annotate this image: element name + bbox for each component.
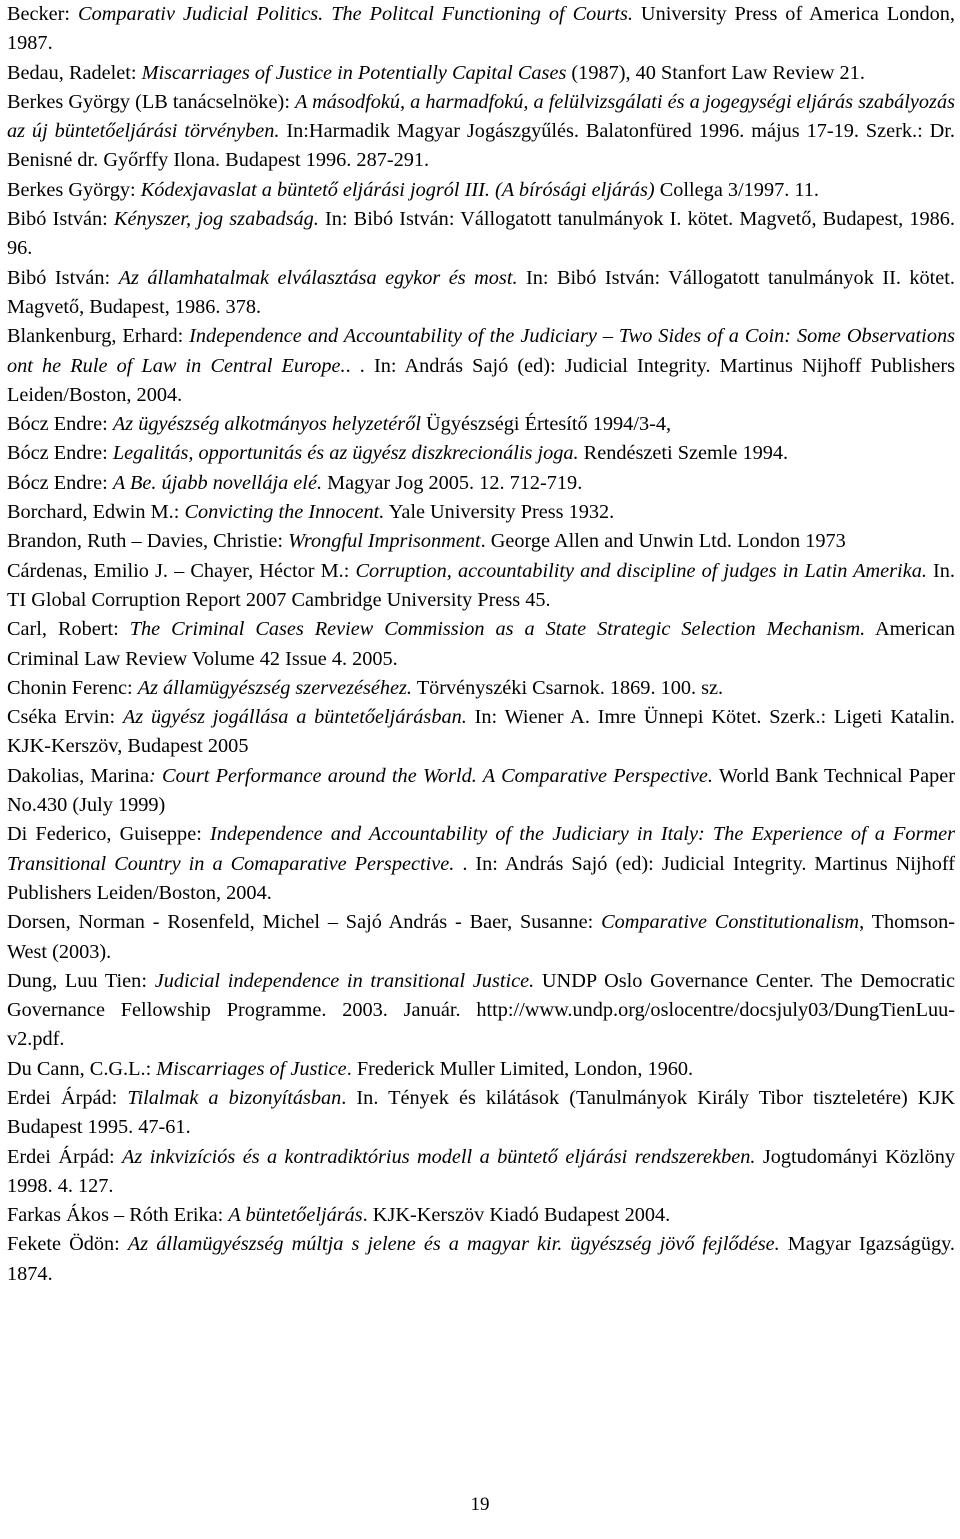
reference-title: (A bírósági eljárás) — [495, 178, 655, 201]
reference-text: Du Cann, C.G.L.: — [7, 1057, 157, 1080]
reference-text: Brandon, Ruth – Davies, Christie: — [7, 530, 289, 553]
reference-entry — [7, 1201, 955, 1230]
reference-text: Di Federico, Guiseppe: — [7, 823, 210, 846]
reference-text: Collega 3/1997. 11. — [654, 178, 819, 201]
reference-text: Berkes György: — [7, 178, 141, 201]
reference-text: Bibó István: — [7, 208, 114, 231]
reference-text: Törvényszéki Csarnok. 1869. 100. sz. — [412, 676, 724, 699]
reference-entry — [7, 410, 955, 439]
reference-title: Az ügyész jogállása a büntetőeljárásban. — [122, 706, 467, 729]
reference-entry — [7, 264, 955, 323]
reference-text: Magyar Jog 2005. 12. 712-719. — [322, 471, 583, 494]
reference-title: Corruption, accountability and discipline of judges in Latin Amerika. — [355, 559, 927, 582]
reference-entry — [7, 1055, 955, 1084]
reference-text: Borchard, Edwin M.: — [7, 501, 185, 524]
reference-text: American Criminal Law Review Volume 42 Issue 4. 2005. — [7, 618, 955, 670]
reference-text: Farkas Ákos – Róth Erika: — [7, 1204, 229, 1227]
page-number: 19 — [470, 1494, 490, 1515]
reference-entry — [7, 908, 955, 967]
reference-text: Carl, Robert: — [7, 618, 130, 641]
reference-entry — [7, 820, 955, 908]
reference-title: A Be. újabb novellája elé. — [112, 471, 323, 494]
reference-list — [7, 0, 955, 1289]
reference-text: UNDP Oslo Governance Center. The Democratic Governance Fellowship Programme. 2003. Január. http://www.undp.org/oslocentre/docsjuly03/DungTienLuu-v2.pdf. — [7, 969, 955, 1051]
reference-entry — [7, 615, 955, 674]
reference-entry — [7, 88, 955, 176]
reference-text: . In: András Sajó (ed): Judicial Integrity. Martinus Nijhoff Publishers Leiden/Boston, 2004. — [7, 852, 955, 904]
reference-text: In: Wiener A. Imre Ünnepi Kötet. Szerk.: Ligeti Katalin. KJK-Kerszöv, Budapest 2005 — [7, 706, 955, 758]
reference-title: Tilalmak a bizonyításban — [127, 1086, 342, 1109]
reference-title: Az államhatalmak elválasztása egykor és most. — [118, 266, 518, 289]
reference-title: A másodfokú, a harmadfokú, a felülvizsgálati és a jogegységi eljárás szabályozás az új büntetőeljárási törvényben. — [7, 90, 955, 143]
reference-entry — [7, 703, 955, 762]
reference-title: : Court Performance around the World. A Comparative Perspective. — [149, 764, 713, 787]
reference-text: Dorsen, Norman - Rosenfeld, Michel – Sajó András - Baer, Susanne: — [7, 911, 602, 934]
reference-title: Kódexjavaslat a büntető eljárási jogról III. — [140, 178, 490, 201]
reference-title: Miscarriages of Justice in Potentially Capital Cases — [141, 61, 567, 84]
reference-text: Jogtudományi Közlöny 1998. 4. 127. — [7, 1145, 955, 1197]
reference-text: University Press of America London, 1987. — [7, 3, 955, 55]
reference-text: Erdei Árpád: — [7, 1145, 123, 1168]
reference-entry — [7, 967, 955, 1055]
reference-text: Becker: — [7, 3, 79, 25]
reference-entry — [7, 762, 955, 821]
reference-title: Convicting the Innocent. — [184, 501, 385, 524]
reference-entry — [7, 205, 955, 264]
reference-title: Independence and Accountability of the Judiciary – Two Sides of a Coin: Some Observations ont he Rule of Law in Central Europe. — [7, 325, 955, 377]
reference-text: Magyar Igazságügy. 1874. — [7, 1233, 955, 1285]
reference-entry — [7, 59, 955, 88]
reference-title: Kényszer, jog szabadság. — [113, 208, 319, 231]
reference-title: Wrongful Imprisonment — [288, 530, 481, 553]
reference-entry — [7, 1143, 955, 1202]
reference-text: . . In: András Sajó (ed): Judicial Integrity. Martinus Nijhoff Publishers Leiden/Boston, 2004. — [7, 354, 955, 406]
reference-text: Dakolias, Marina — [7, 764, 150, 787]
reference-text: . Frederick Muller Limited, London, 1960. — [346, 1057, 694, 1080]
reference-title: Miscarriages of Justice — [156, 1057, 347, 1080]
reference-text: Berkes György (LB tanácselnöke): — [7, 90, 296, 113]
reference-title: Az ügyészség alkotmányos helyzetéről — [112, 413, 421, 436]
reference-title: Comparative Constitutionalism — [601, 911, 860, 934]
reference-entry — [7, 469, 955, 498]
reference-text: Cséka Ervin: — [7, 706, 123, 729]
reference-title: Judicial independence in transitional Justice. — [154, 969, 535, 992]
reference-text: In: Bibó István: Vállogatott tanulmányok II. kötet. Magvető, Budapest, 1986. 378. — [7, 266, 955, 318]
reference-text: Erdei Árpád: — [7, 1086, 128, 1109]
reference-entry — [7, 176, 955, 205]
reference-entry — [7, 322, 955, 410]
reference-entry — [7, 0, 955, 59]
reference-text: Ügyészségi Értesítő 1994/3-4, — [420, 413, 672, 436]
reference-entry — [7, 527, 955, 556]
reference-text: Bócz Endre: — [7, 442, 113, 465]
reference-title: Az inkvizíciós és a kontradiktórius modell a büntető eljárási rendszerekben. — [122, 1145, 756, 1168]
reference-entry — [7, 439, 955, 468]
reference-text: In: Bibó István: Vállogatott tanulmányok I. kötet. Magvető, Budapest, 1986. 96. — [7, 208, 955, 260]
reference-text: Bedau, Radelet: — [7, 61, 142, 84]
reference-text: , Thomson-West (2003). — [7, 911, 955, 963]
reference-entry — [7, 674, 955, 703]
reference-text: Bibó István: — [7, 266, 119, 289]
reference-text: . KJK-Kerszöv Kiadó Budapest 2004. — [362, 1204, 671, 1227]
reference-text: . George Allen and Unwin Ltd. London 1973 — [480, 530, 846, 553]
reference-text: Dung, Luu Tien: — [7, 969, 155, 992]
reference-entry — [7, 557, 955, 616]
reference-text: Yale University Press 1932. — [384, 501, 615, 524]
reference-entry — [7, 498, 955, 527]
reference-title: The Criminal Cases Review Commission as a State Strategic Selection Mechanism. — [129, 618, 866, 641]
reference-title: Independence and Accountability of the Judiciary in Italy: The Experience of a Former Transitional Country in a Comaparative Perspective. — [7, 823, 955, 875]
reference-entry — [7, 1230, 955, 1289]
reference-title: A büntetőeljárás — [228, 1204, 363, 1227]
reference-title: Legalitás, opportunitás és az ügyész diszkrecionális joga. — [112, 442, 579, 465]
reference-text: In. TI Global Corruption Report 2007 Cambridge University Press 45. — [7, 559, 955, 611]
reference-title: Comparativ Judicial Politics. The Politcal Functioning of Courts. — [78, 3, 633, 25]
reference-text: (1987), 40 Stanfort Law Review 21. — [566, 61, 865, 84]
reference-text: Rendészeti Szemle 1994. — [578, 442, 789, 465]
reference-text: Fekete Ödön: — [7, 1233, 128, 1256]
reference-title: Az államügyészség szervezéséhez. — [137, 676, 412, 699]
reference-text: In:Harmadik Magyar Jogászgyűlés. Balatonfüred 1996. május 17-19. Szerk.: Dr. Benisné dr. Győrffy Ilona. Budapest 1996. 287-291. — [7, 120, 955, 172]
reference-text: World Bank Technical Paper No.430 (July 1999) — [7, 764, 955, 817]
reference-text: Cárdenas, Emilio J. – Chayer, Héctor M.: — [7, 559, 356, 582]
reference-text: Bócz Endre: — [7, 471, 113, 494]
reference-title: Az államügyészség múltja s jelene és a magyar kir. ügyészség jövő fejlődése. — [127, 1233, 780, 1256]
reference-text: . In. Tények és kilátások (Tanulmányok Király Tibor tiszteletére) KJK Budapest 1995. 47-61. — [7, 1086, 955, 1139]
reference-text: Blankenburg, Erhard: — [7, 325, 190, 348]
reference-text: Chonin Ferenc: — [7, 676, 138, 699]
reference-entry — [7, 1084, 955, 1143]
reference-text: Bócz Endre: — [7, 413, 113, 436]
